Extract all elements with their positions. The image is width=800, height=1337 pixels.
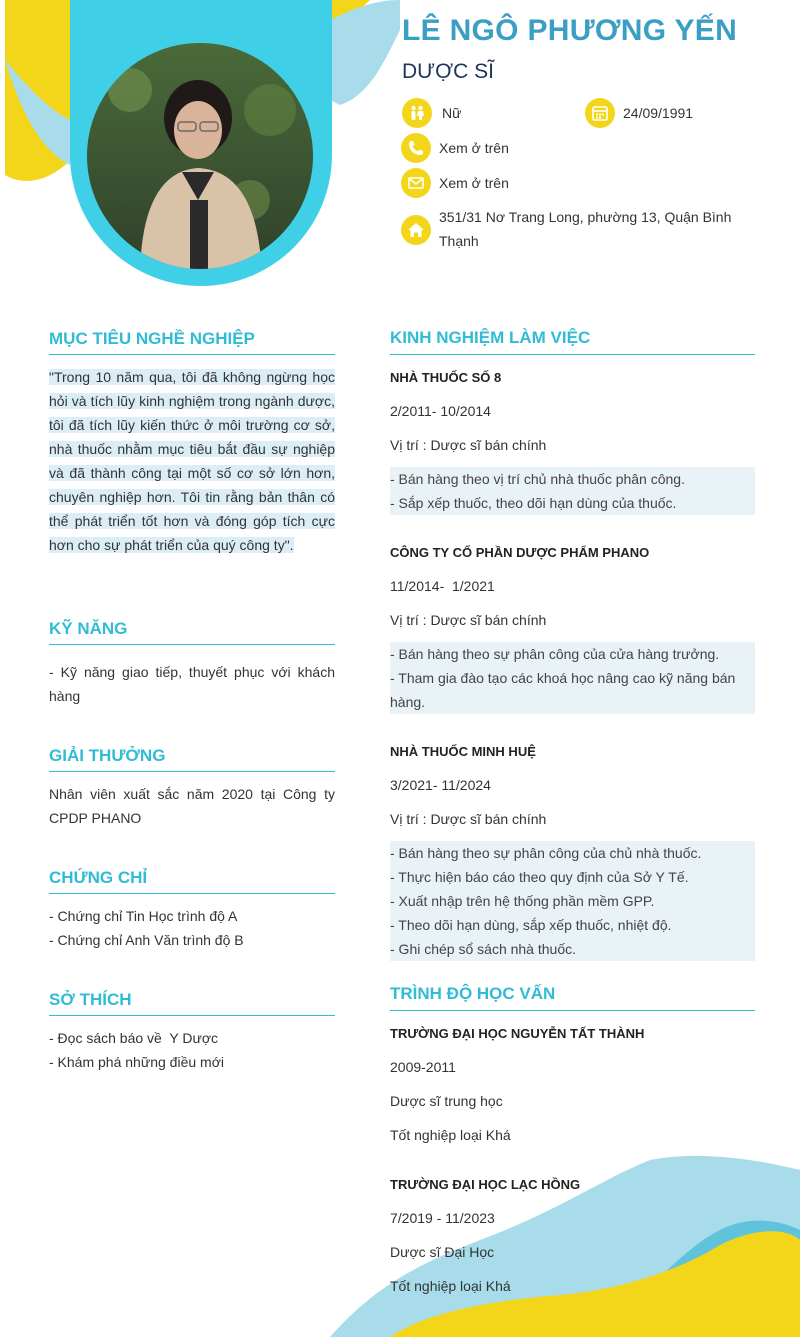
gender-icon	[402, 98, 432, 128]
school-name: TRƯỜNG ĐẠI HỌC LẠC HỒNG	[390, 1177, 581, 1192]
duty-item: - Thực hiện báo cáo theo quy định của Sở Y Tế.	[390, 869, 689, 885]
school-degree: Dược sĩ trung học	[390, 1093, 503, 1109]
job-duties	[390, 467, 755, 515]
hobby-item: - Khám phá những điều mới	[49, 1054, 224, 1070]
job-period: 3/2021- 11/2024	[390, 777, 491, 793]
school-grade: Tốt nghiệp loại Khá	[390, 1127, 511, 1143]
school-name: TRƯỜNG ĐẠI HỌC NGUYỄN TẤT THÀNH	[390, 1026, 645, 1041]
phone-icon	[401, 133, 431, 163]
awards-divider	[49, 771, 335, 772]
school-degree: Dược sĩ Đại Học	[390, 1244, 495, 1260]
job-period: 11/2014- 1/2021	[390, 578, 495, 594]
school-period: 7/2019 - 11/2023	[390, 1210, 495, 1226]
candidate-name: LÊ NGÔ PHƯƠNG YẾN	[402, 14, 738, 47]
awards-title: GIẢI THƯỞNG	[49, 746, 166, 765]
experience-title: KINH NGHIỆM LÀM VIỆC	[390, 328, 591, 347]
job-company: NHÀ THUỐC MINH HUỆ	[390, 744, 536, 759]
school-period: 2009-2011	[390, 1059, 456, 1075]
job-position: Vị trí : Dược sĩ bán chính	[390, 437, 547, 453]
education-title: TRÌNH ĐỘ HỌC VẤN	[390, 984, 556, 1003]
home-icon	[401, 215, 431, 245]
objective-text: "Trong 10 năm qua, tôi đã không ngừng học hỏi và tích lũy kinh nghiệm trong ngành dược, tôi đã tích lũy kiến thức ở môi trường cơ sở, nhà thuốc nhằm mục tiêu bắt đầu sự nghiệp và đã thành công tại một số cơ sở lớn hơn, chuyên nghiệp hơn. Tôi tin rằng bản thân có thể phát triển tốt hơn và đóng góp tích cực hơn cho sự phát triển của quý công ty".	[49, 369, 335, 553]
email-icon	[401, 168, 431, 198]
profile-photo-frame	[70, 0, 332, 286]
phone-value: Xem ở trên	[439, 140, 509, 156]
certificate-item: - Chứng chỉ Anh Văn trình độ B	[49, 932, 244, 948]
skills-title: KỸ NĂNG	[49, 619, 128, 638]
hobby-item: - Đọc sách báo về Y Dược	[49, 1030, 218, 1046]
skills-text: - Kỹ năng giao tiếp, thuyết phục với khách hàng	[49, 664, 335, 704]
duty-item: - Bán hàng theo sự phân công của chủ nhà thuốc.	[390, 845, 702, 861]
objective-title: MỤC TIÊU NGHỀ NGHIỆP	[49, 329, 255, 348]
school-grade: Tốt nghiệp loại Khá	[390, 1278, 511, 1294]
address-value: 351/31 Nơ Trang Long, phường 13, Quận Bình Thạnh	[439, 209, 732, 249]
certificates-title: CHỨNG CHỈ	[49, 868, 148, 887]
objective-divider	[49, 354, 335, 355]
job-position: Vị trí : Dược sĩ bán chính	[390, 811, 547, 827]
certificates-divider	[49, 893, 335, 894]
job-duties	[390, 841, 755, 961]
job-period: 2/2011- 10/2014	[390, 403, 491, 419]
calendar-icon	[585, 98, 615, 128]
experience-divider	[390, 354, 755, 355]
duty-item: - Theo dõi hạn dùng, sắp xếp thuốc, nhiệt độ.	[390, 917, 672, 933]
job-company: CÔNG TY CỔ PHẦN DƯỢC PHẨM PHANO	[390, 545, 650, 560]
hobbies-divider	[49, 1015, 335, 1016]
job-duties	[390, 642, 755, 714]
hobbies-title: SỞ THÍCH	[49, 990, 132, 1009]
email-value: Xem ở trên	[439, 175, 509, 191]
skills-divider	[49, 644, 335, 645]
certificate-item: - Chứng chỉ Tin Học trình độ A	[49, 908, 238, 924]
job-title: DƯỢC SĨ	[402, 60, 494, 83]
job-company: NHÀ THUỐC SỐ 8	[390, 370, 502, 385]
duty-item: - Bán hàng theo vị trí chủ nhà thuốc phân công.	[390, 471, 685, 487]
duty-item: - Ghi chép sổ sách nhà thuốc.	[390, 941, 576, 957]
duty-item: - Xuất nhập trên hệ thống phần mềm GPP.	[390, 893, 655, 909]
duty-item: - Bán hàng theo sự phân công của cửa hàng trưởng.	[390, 646, 720, 662]
birthday-value: 24/09/1991	[623, 105, 694, 121]
gender-value: Nữ	[442, 105, 462, 121]
job-position: Vị trí : Dược sĩ bán chính	[390, 612, 547, 628]
duty-item: - Tham gia đào tạo các khoá học nâng cao kỹ năng bán hàng.	[390, 670, 736, 710]
awards-text: Nhân viên xuất sắc năm 2020 tại Công ty CPDP PHANO	[49, 786, 335, 826]
education-divider	[390, 1010, 755, 1011]
duty-item: - Sắp xếp thuốc, theo dõi hạn dùng của thuốc.	[390, 495, 677, 511]
